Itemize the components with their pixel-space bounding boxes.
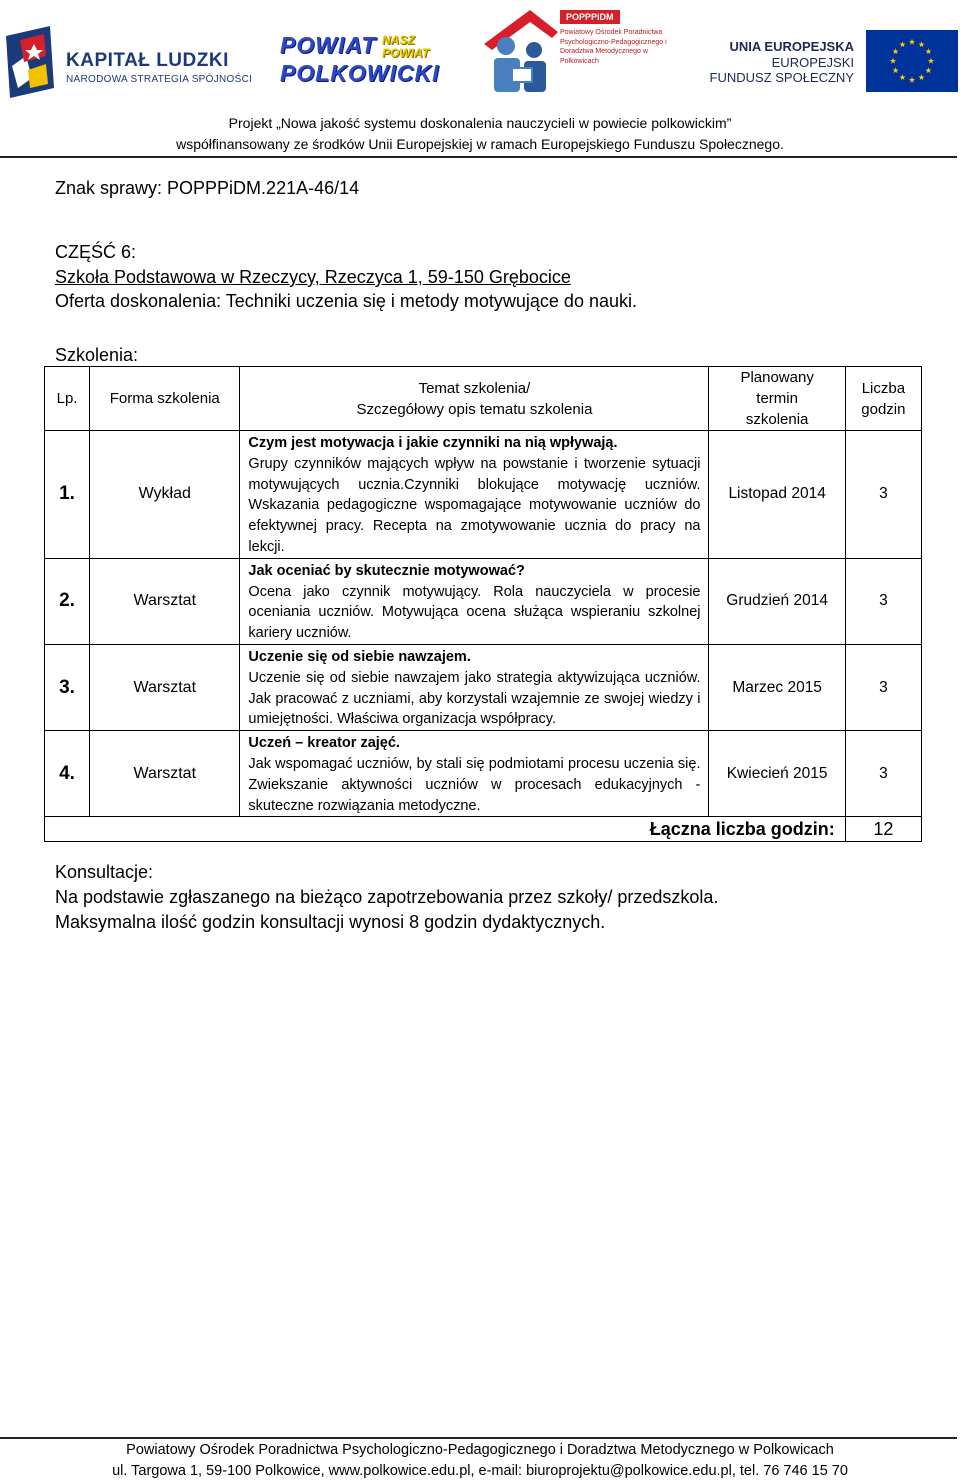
header-temat-line2: Szczegółowy opis tematu szkolenia <box>356 400 593 418</box>
footer-divider <box>0 1437 957 1439</box>
row-temat <box>240 644 709 730</box>
kapital-ludzki-title: KAPITAŁ LUDZKI <box>66 50 229 71</box>
powiat-logo-accent: NASZ POWIAT <box>382 33 430 60</box>
header-temat <box>240 367 709 431</box>
row-temat-title: Czym jest motywacja i jakie czynniki na nią wpływają. <box>248 435 618 451</box>
school-name: Szkoła Podstawowa w Rzeczycy, Rzeczyca 1, 59-150 Grębocice <box>55 267 571 287</box>
total-value: 12 <box>845 817 921 842</box>
header-temat-line1: Temat szkolenia/ <box>418 379 531 397</box>
row-temat <box>240 558 709 644</box>
row-temat-description: Ocena jako czynnik motywujący. Rola nauczyciela w procesie oceniania uczniów. Motywująca ocena służąca wspieraniu szkolnej kariery uczniów. <box>248 583 701 642</box>
header-lp: Lp. <box>45 367 90 431</box>
header-termin-line2: termin <box>756 390 798 407</box>
row-temat-description: Uczenie się od siebie nawzajem jako strategia aktywizująca uczniów. Jak pracować z uczniami, aby korzystali wzajemnie ze swojej wiedzy i umiejętności. Właściwa organizacja współpracy. <box>248 669 701 728</box>
row-temat-title: Uczenie się od siebie nawzajem. <box>248 648 471 665</box>
part-heading: CZĘŚĆ 6: <box>55 242 137 262</box>
offer-title: Oferta doskonalenia: Techniki uczenia się i metody motywujące do nauki. <box>55 291 637 311</box>
eu-logo <box>709 30 958 94</box>
row-temat-title: Jak oceniać by skutecznie motywować? <box>248 562 525 579</box>
consultations-line1: Na podstawie zgłaszanego na bieżąco zapotrzebowania przez szkoły/ przedszkola. <box>55 887 719 907</box>
header-forma: Forma szkolenia <box>90 367 240 431</box>
row-forma: Wykład <box>90 431 240 559</box>
header-termin-line1: Planowany <box>740 369 814 386</box>
trainings-label: Szkolenia: <box>55 345 139 365</box>
row-termin: Marzec 2015 <box>709 644 845 730</box>
project-cofinancing: współfinansowany ze środków Unii Europejskiej w ramach Europejskiego Funduszu Społecznego. <box>176 136 784 152</box>
total-row <box>45 817 922 842</box>
powiat-logo-line1: POWIAT <box>280 32 377 58</box>
row-temat-title: Uczeń – kreator zajęć. <box>248 735 400 752</box>
header-divider <box>0 156 957 158</box>
row-forma: Warsztat <box>90 644 240 730</box>
row-hours: 3 <box>845 558 921 644</box>
case-number: Znak sprawy: POPPPiDM.221A-46/14 <box>55 178 360 198</box>
powiat-logo-line2: POLKOWICKI <box>280 60 440 86</box>
row-termin: Kwiecień 2015 <box>709 731 845 817</box>
kapital-ludzki-subtitle: NARODOWA STRATEGIA SPÓJNOŚCI <box>66 74 253 85</box>
header-termin <box>709 367 845 431</box>
kapital-ludzki-emblem-icon <box>6 26 54 98</box>
row-lp: 4. <box>45 731 90 817</box>
kapital-ludzki-logo <box>6 22 251 102</box>
row-forma: Warsztat <box>90 558 240 644</box>
header-liczba <box>845 367 921 431</box>
project-title: Projekt „Nowa jakość systemu doskonalenia nauczycieli w powiecie polkowickim” <box>228 115 732 131</box>
row-lp: 1. <box>45 431 90 559</box>
footer-contact: ul. Targowa 1, 59-100 Polkowice, www.polkowice.edu.pl, e-mail: biuroprojektu@polkowice.edu.pl, tel. 76 746 15 70 <box>112 1463 848 1479</box>
popppidm-tag: POPPPiDM <box>560 10 620 24</box>
table-row <box>45 558 922 644</box>
row-temat-description: Grupy czynników mających wpływ na powstanie i tworzenie sytuacji motywujących ucznia.Czynniki blokujące motywację uczniów. Wskazania pedagogiczne wspomagające motywowanie uczniów do efektywnej pracy. Recepta na zmotywowanie ucznia do pracy na lekcji. <box>248 455 701 555</box>
eu-logo-line2: EUROPEJSKI <box>771 55 854 70</box>
table-row <box>45 644 922 730</box>
consultations-line2: Maksymalna ilość godzin konsultacji wynosi 8 godzin dydaktycznych. <box>55 912 606 932</box>
popppidm-house-icon <box>482 6 560 96</box>
table-row <box>45 431 922 559</box>
header-termin-line3: szkolenia <box>745 411 809 428</box>
eu-logo-line1: UNIA EUROPEJSKA <box>729 39 854 54</box>
row-hours: 3 <box>845 731 921 817</box>
consultations-label: Konsultacje: <box>55 862 154 882</box>
header-liczba-line1: Liczba <box>861 379 906 397</box>
row-lp: 2. <box>45 558 90 644</box>
row-temat <box>240 431 709 559</box>
row-hours: 3 <box>845 644 921 730</box>
row-lp: 3. <box>45 644 90 730</box>
popppidm-logo <box>482 6 672 98</box>
table-header-row <box>45 367 922 431</box>
header-liczba-line2: godzin <box>861 400 906 418</box>
row-hours: 3 <box>845 431 921 559</box>
trainings-table <box>44 366 922 842</box>
eu-logo-line3: FUNDUSZ SPOŁECZNY <box>709 70 854 85</box>
powiat-polkowicki-logo <box>280 32 440 92</box>
footer-institution: Powiatowy Ośrodek Poradnictwa Psychologiczno-Pedagogicznego i Doradztwa Metodycznego w Polkowicach <box>126 1442 834 1458</box>
popppidm-text: Powiatowy Ośrodek Poradnictwa Psychologiczno-Pedagogicznego i Doradztwa Metodycznego w Polkowicach <box>560 29 667 65</box>
row-forma: Warsztat <box>90 731 240 817</box>
row-termin: Grudzień 2014 <box>709 558 845 644</box>
total-label: Łączna liczba godzin: <box>45 817 846 842</box>
eu-flag-icon <box>866 30 958 92</box>
row-temat <box>240 731 709 817</box>
row-temat-description: Jak wspomagać uczniów, by stali się podmiotami procesu uczenia się. Zwiekszanie aktywności uczniów w procesach edukacyjnych - skuteczne rozwiązania metodyczne. <box>248 755 701 814</box>
table-row <box>45 731 922 817</box>
row-termin: Listopad 2014 <box>709 431 845 559</box>
